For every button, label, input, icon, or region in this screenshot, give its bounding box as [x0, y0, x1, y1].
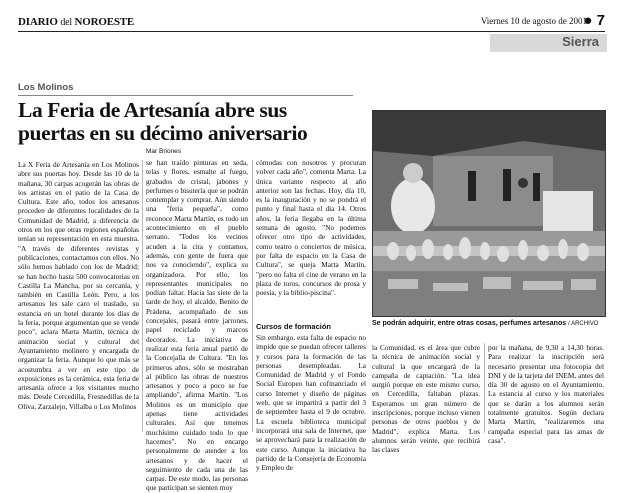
- article-column-1: [18, 160, 139, 430]
- caption-source: / ARCHIVO: [568, 321, 599, 327]
- top-rule: [18, 31, 605, 32]
- kicker-rule: [18, 95, 353, 96]
- photo-illustration: [373, 111, 605, 316]
- masthead-right: NOROESTE: [74, 16, 135, 28]
- article-column-2: [146, 158, 248, 493]
- photo-caption: [372, 320, 598, 327]
- column-2-text: se han traído pinturas en seda, telas y flores, esmalte al fuego, grabados de cristal, jabones y perfumes o bisutería que se podrán contemplar y comprar. Aún siendo una "feria pequeña", como reconoce Marta Martín, es todo un acontecimiento en el pueblo serrano. "Todos los vecinos acuden a la cita y contamos, además, con gente de fuera que nos va conociendo", explica su organizadora. Por ello, los representantes municipales no podían faltar. Hacia las siete de la tarde de hoy, el alcalde, Benito de Prádena, acompañado de sus concejales, pasará entre jarrones, papel reciclado y marcos decorados. La iniciativa de realizar esta feria anual partió de la Concejalía de Cultura. "En los primeros años, sólo se mostraban al público las obras de nuestros artesanos y poco a poco se fue ampliando", afirma Martín. "Los Molinos es un municipio que apenas tiene actividades culturales. Así que tenemos muchísimo cuidado todo lo que hacemos". No en encargo personalmente de atender a los artesanos y de hacer el seguimiento de cada una de las carpas. De este modo, las personas que participan se sienten muy: [146, 158, 248, 493]
- column-3-text: cómodas con nosotros y procuran volver cada año", comenta Marta. La única variante respecto al año anterior son las fechas. Hoy, día 10, es la inauguración y no se pondrá el punto y final hasta el día 14. Otros años, la feria llegaba en la última semana de agosto. "No podemos ofrecer otro tipo de actividades, como teatro o conciertos de música, por falta de espacio en la Casa de Cultura", se queja Marta Martín, "pero no falta el cine de verano en la plaza de toros, concursos de prosa y poesía, y la biblio-piscina".: [256, 158, 366, 298]
- kicker: Los Molinos: [18, 82, 74, 93]
- column-divider: [484, 343, 485, 433]
- article-column-5: [488, 343, 604, 445]
- page-number-value: 7: [596, 12, 605, 29]
- page-number: ● 7: [583, 12, 605, 29]
- article-column-3: [256, 158, 366, 318]
- byline: Mar Briones: [146, 148, 182, 155]
- column-divider: [142, 160, 143, 432]
- column-3b-text: Sin embargo, esta falta de espacio no impide que se puedan ofrecer talleres y cursos para la formación de las personas desempleadas. La Comunidad de Madrid y el Fondo Social Europeo han cofinanciado el curso Internet y diseño de páginas web, que se impartirá a partir del 3 de septiembre hasta el 9 de octubre. La escuela biblioteca municipal incorporará una sala de Internet, que se aprovechará para la realización de este curso. Aunque la iniciativa ha partido de la Consejería de Economía y Empleo de: [256, 333, 366, 473]
- article-photo: [372, 110, 606, 317]
- headline: La Feria de Artesanía abre sus puertas en su décimo aniversario: [18, 98, 308, 145]
- column-5-text: por la mañana, de 9,30 a 14,30 horas. Para realizar la inscripción será necesario presentar una fotocopia del DNI y de la tarjeta del INEM, antes del día 30 de agosto en el Ayuntamiento. La estancia al curso y los materiales que se darán a los alumnos serán totalmente gratuitos. Según declara Marta Martín, "realizaremos una campaña especial para las amas de casa".: [488, 343, 604, 445]
- caption-text: Se podrán adquirir, entre otras cosas, perfumes artesanos: [372, 320, 567, 327]
- newspaper-masthead: [18, 16, 134, 28]
- masthead-mid: del: [60, 17, 72, 28]
- column-divider: [252, 160, 253, 432]
- article-column-4: [372, 343, 480, 455]
- section-name: Sierra: [562, 34, 599, 49]
- article-column-3-continued: [256, 333, 366, 473]
- subheading: Cursos de formación: [256, 322, 332, 331]
- masthead-left: DIARIO: [18, 16, 58, 28]
- column-1-text: La X Feria de Artesanía en Los Molinos abre sus puertas hoy. Desde las 10 de la mañana, 30 carpas acogerán las obras de los artistas en el patio de la Casa de Cultura. Este año, todos los artesanos proceden de diferentes localidades de la Comunidad de Madrid, a diferencia de otros en los que otras regiones españolas tenían su representación en esta muestra. "A través de diferentes revistas y publicaciones, contactamos con ellos. No sólo hemos hablado con los de Madrid; se han hecho hasta 500 convocatorias en Castilla La Mancha, por su cercanía, y también en Castilla León. Pero, a los artesanos les sale caro el traslado, su estancia en un hotel durante los días de la feria, porque argumentan que se vende poco", aclara Marta Martín, técnica de animación social y cultural del Ayuntamiento molinero y encargada de organizar la feria. Aunque lo que más se acostumbra a ver en este tipo de exposiciones es la cerámica, esta feria de artesanía ofrece a los visitantes mucho más. Desde Cercedilla, Fresnedillas de la Oliva, Zarzalejo, Villalba o Los Molinos: [18, 160, 139, 411]
- column-4-text: la Comunidad, es el área que cubre la técnica de animación social y cultural la que encargará de la campaña de captación. "La idea surgió porque en este mismo curso, en Cercedilla, faltaban plazas. Esperamos un gran número de inscripciones, porque incluso vienen personas de otros pueblos y de Madrid", explica Marta. Los alumnos serán veinte, que recibirá las clases: [372, 343, 480, 455]
- dateline: Viernes 10 de agosto de 2001: [480, 16, 587, 26]
